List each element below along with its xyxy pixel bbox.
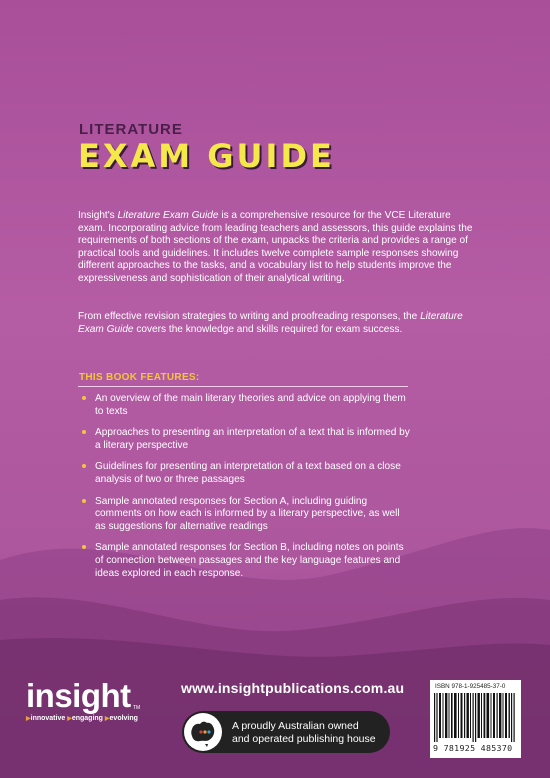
bullet-icon [82, 545, 86, 549]
barcode-icon [434, 693, 517, 742]
intro-p2-book-name: Literature Exam Guide [78, 311, 463, 335]
feature-item: An overview of the main literary theories and advice on applying them to texts [80, 393, 410, 418]
australia-map-icon [184, 713, 222, 751]
isbn-barcode-box [430, 680, 521, 758]
intro-p2-text-b: covers the knowledge and skills required for exam success. [133, 323, 403, 335]
features-list [80, 393, 410, 589]
series-name: LITERATURE [79, 121, 183, 138]
feature-item: Sample annotated responses for Section B, including notes on points of connection between passages and the key language features and ideas explored in each response. [80, 542, 410, 580]
features-divider [78, 386, 408, 387]
intro-p1-text-a: Insight's [78, 210, 118, 221]
publisher-tagline: ▶innovative ▶engaging ▶evolving [26, 715, 138, 722]
bullet-icon [82, 464, 86, 468]
isbn-label: ISBN 978-1-925485-37-0 [435, 683, 506, 690]
bullet-icon [82, 499, 86, 503]
features-heading: THIS BOOK FEATURES: [79, 372, 200, 383]
feature-item: Sample annotated responses for Section A, including guiding comments on how each is informed by a literary perspective, as well as suggestions for alternative readings [80, 496, 410, 534]
feature-item: Approaches to presenting an interpretation of a text that is informed by a literary perspective [80, 427, 410, 452]
insight-logo: insight [26, 677, 131, 714]
book-title: EXAM GUIDE [78, 137, 335, 175]
badge-text: A proudly Australian owned and operated publishing house [232, 720, 376, 745]
intro-paragraph-2 [78, 311, 478, 336]
arrow-icon: ▶ [26, 716, 31, 722]
feature-item: Guidelines for presenting an interpretation of a text based on a close analysis of two or three passages [80, 461, 410, 486]
publisher-url[interactable]: www.insightpublications.com.au [181, 680, 405, 696]
intro-paragraph-1 [78, 210, 478, 286]
bullet-icon [82, 396, 86, 400]
intro-p1-text-b: is a comprehensive resource for the VCE Literature exam. Incorporating advice from leading teachers and assessors, this guide explains the requirements of both sections of the exam, unpacks the criteria and provides a range of practical tools and guidelines. It includes twelve complete sample responses showing different approaches to the tasks, and a vocabulary list to help students improve the expressiveness and sophistication of their analytical writing. [78, 210, 473, 284]
bullet-icon [82, 430, 86, 434]
arrow-icon: ▶ [67, 716, 72, 722]
arrow-icon: ▶ [104, 716, 110, 722]
isbn-digits: 9 781925 485370 [433, 743, 513, 753]
australian-owned-badge [182, 711, 390, 753]
trademark: TM [133, 705, 141, 711]
intro-p2-text-a: From effective revision strategies to writing and proofreading responses, the [78, 311, 421, 322]
intro-p1-book-name: Literature Exam Guide [117, 210, 219, 221]
